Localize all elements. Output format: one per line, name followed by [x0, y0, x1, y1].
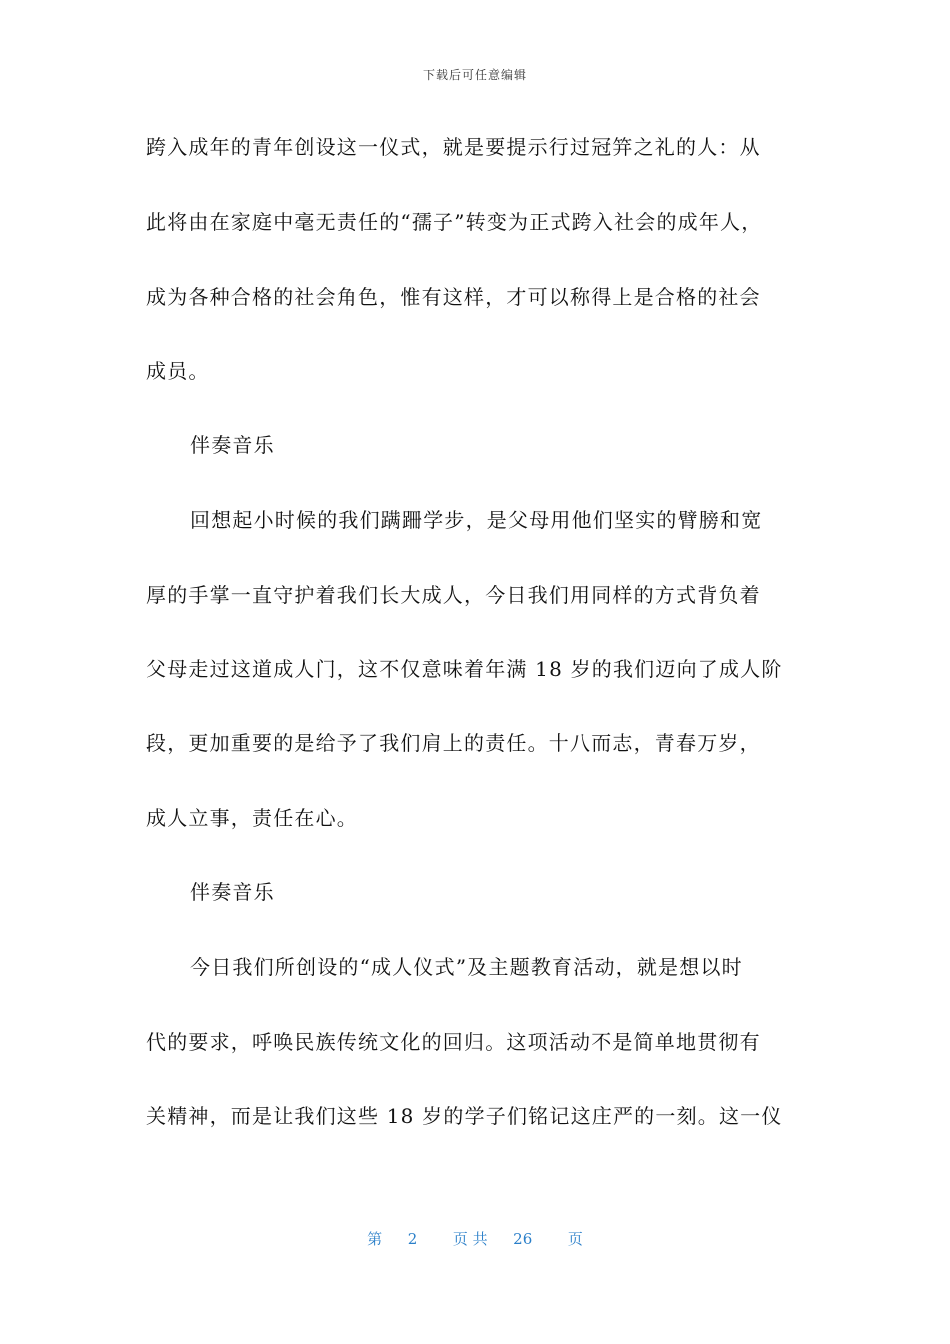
paragraph-line: 今日我们所创设的“成人仪式”及主题教育活动，就是想以时 — [190, 955, 743, 979]
current-page-number: 2 — [407, 1230, 418, 1248]
page-header: 下载后可任意编辑 — [422, 68, 527, 82]
section-label: 伴奏音乐 — [190, 880, 275, 904]
paragraph-line: 成员。 — [146, 359, 210, 383]
paragraph-line: 回想起小时候的我们蹒跚学步，是父母用他们坚实的臂膀和宽 — [190, 508, 763, 532]
page-label-suffix: 页 — [567, 1230, 583, 1248]
paragraph-line: 跨入成年的青年创设这一仪式，就是要提示行过冠笄之礼的人：从 — [146, 135, 761, 159]
paragraph-line: 父母走过这道成人门，这不仅意味着年满 18 岁的我们迈向了成人阶 — [146, 657, 783, 681]
paragraph-line: 成人立事，责任在心。 — [146, 806, 358, 830]
total-pages-number: 26 — [513, 1230, 533, 1248]
paragraph-line: 此将由在家庭中毫无责任的“孺子”转变为正式跨入社会的成年人， — [146, 210, 763, 234]
paragraph-line: 段，更加重要的是给予了我们肩上的责任。十八而志，青春万岁， — [146, 731, 761, 755]
paragraph-line: 成为各种合格的社会角色，惟有这样，才可以称得上是合格的社会 — [146, 285, 761, 309]
page-footer — [0, 1228, 950, 1249]
page-label-prefix: 第 — [367, 1230, 383, 1248]
section-label: 伴奏音乐 — [190, 433, 275, 457]
paragraph-line: 厚的手掌一直守护着我们长大成人，今日我们用同样的方式背负着 — [146, 583, 761, 607]
paragraph-line: 代的要求，呼唤民族传统文化的回归。这项活动不是简单地贯彻有 — [146, 1030, 761, 1054]
page-label-middle: 页 共 — [452, 1230, 488, 1248]
paragraph-line: 关精神，而是让我们这些 18 岁的学子们铭记这庄严的一刻。这一仪 — [146, 1104, 783, 1128]
